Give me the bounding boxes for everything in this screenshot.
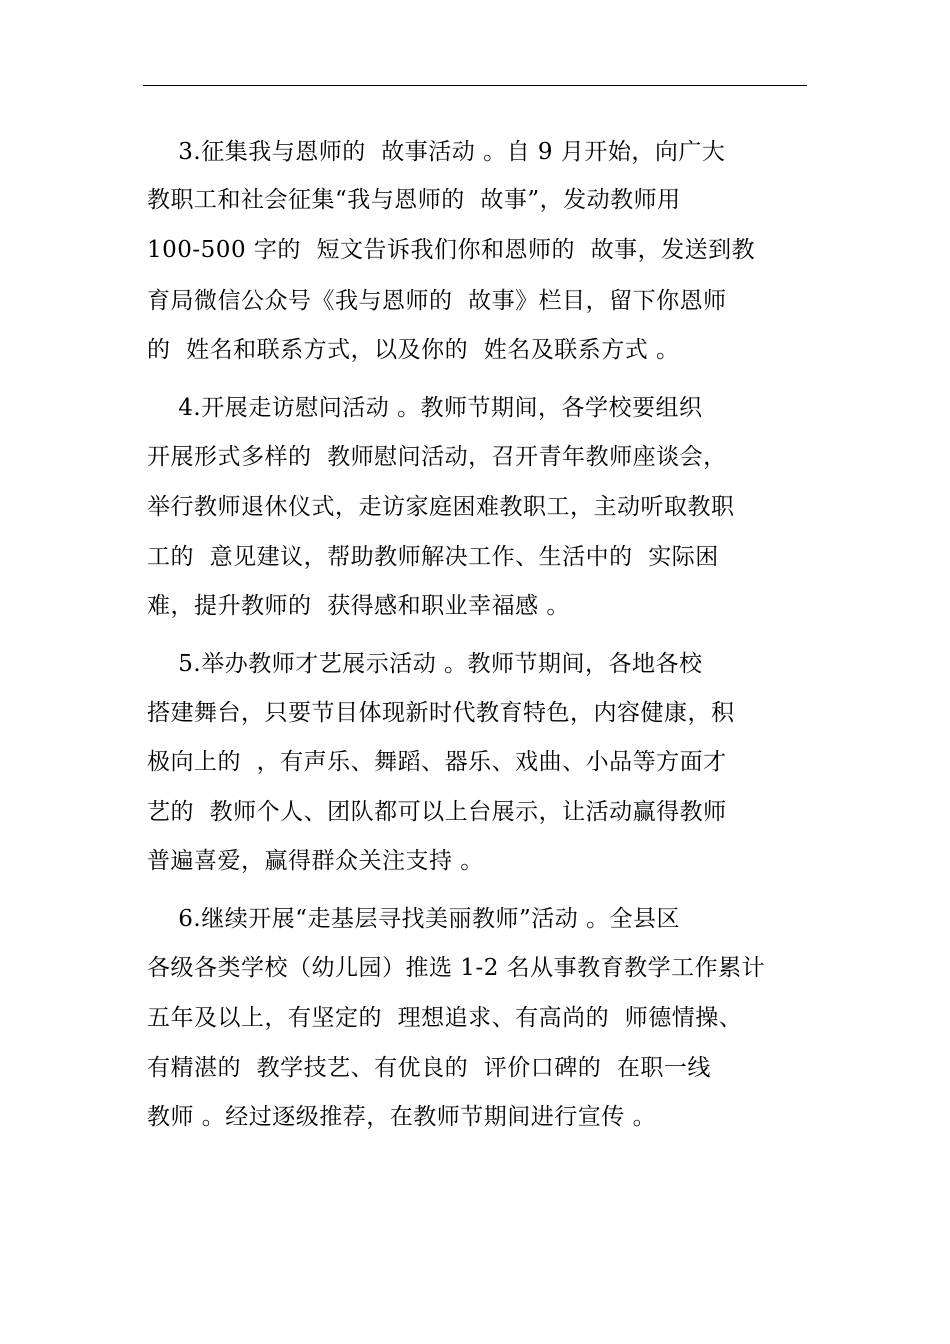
paragraph-4-line-1: 4.开展走访慰问活动 。教师节期间，各学校要组织 bbox=[147, 395, 703, 421]
paragraph-3-line-2: 教职工和社会征集“我与恩师的 故事”，发动教师用 bbox=[147, 187, 681, 213]
paragraph-6-line-2: 各级各类学校（幼儿园）推选 1-2 名从事教育教学工作累计 bbox=[147, 955, 766, 981]
paragraph-6-line-4: 有精湛的 教学技艺、有优良的 评价口碑的 在职一线 bbox=[147, 1055, 711, 1081]
paragraph-6-line-3: 五年及以上，有坚定的 理想追求、有高尚的 师德情操、 bbox=[147, 1005, 743, 1031]
paragraph-4-line-5: 难，提升教师的 获得感和职业幸福感 。 bbox=[147, 593, 570, 619]
paragraph-3-line-3: 100-500 字的 短文告诉我们你和恩师的 故事，发送到教 bbox=[147, 237, 756, 263]
paragraph-3-line-4: 育局微信公众号《我与恩师的 故事》栏目，留下你恩师 bbox=[147, 288, 727, 314]
paragraph-5-line-4: 艺的 教师个人、团队都可以上台展示，让活动赢得教师 bbox=[147, 799, 727, 825]
paragraph-4-line-3: 举行教师退休仪式，走访家庭困难教职工，主动听取教职 bbox=[147, 494, 735, 520]
paragraph-3-line-1: 3.征集我与恩师的 故事活动 。自 9 月开始，向广大 bbox=[147, 139, 726, 165]
paragraph-5-line-2: 搭建舞台，只要节目体现新时代教育特色，内容健康，积 bbox=[147, 700, 735, 726]
paragraph-6-line-1: 6.继续开展“走基层寻找美丽教师”活动 。全县区 bbox=[147, 906, 681, 932]
paragraph-5-line-5: 普遍喜爱，赢得群众关注支持 。 bbox=[147, 848, 484, 874]
paragraph-4-line-4: 工的 意见建议，帮助教师解决工作、生活中的 实际困 bbox=[147, 544, 719, 570]
paragraph-6-line-5: 教师 。经过逐级推荐，在教师节期间进行宣传 。 bbox=[147, 1104, 657, 1130]
paragraph-5-line-3: 极向上的 ，有声乐、舞蹈、器乐、戏曲、小品等方面才 bbox=[147, 749, 727, 775]
paragraph-4-line-2: 开展形式多样的 教师慰问活动，召开青年教师座谈会， bbox=[147, 444, 727, 470]
header-rule bbox=[143, 85, 807, 86]
paragraph-5-line-1: 5.举办教师才艺展示活动 。教师节期间，各地各校 bbox=[147, 651, 703, 677]
paragraph-3-line-5: 的 姓名和联系方式，以及你的 姓名及联系方式 。 bbox=[147, 337, 680, 363]
